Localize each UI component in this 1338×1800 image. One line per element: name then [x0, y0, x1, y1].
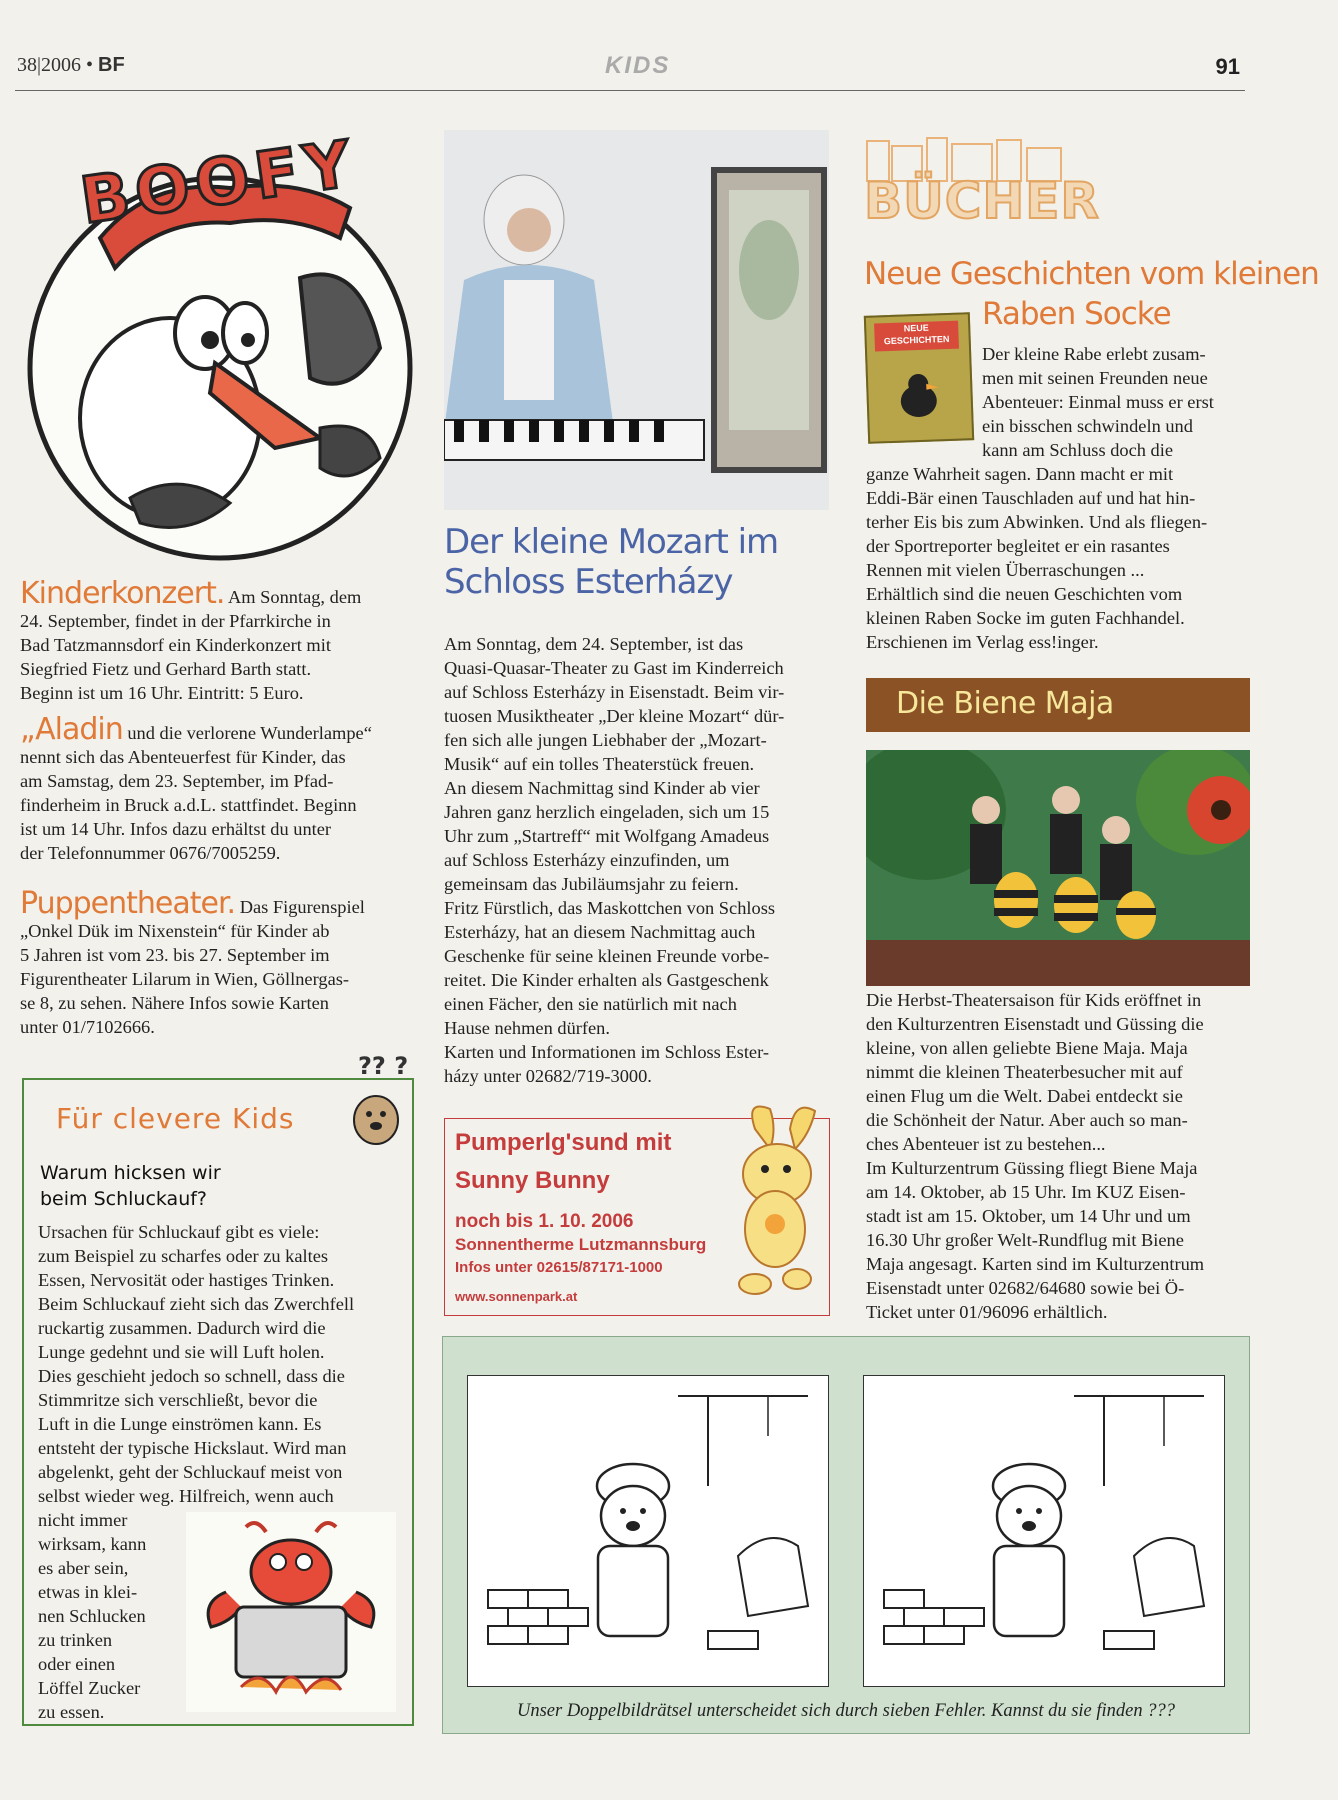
clever-line: Essen, Nervosität oder hastiges Trinken.: [38, 1270, 335, 1290]
sunny-bunny-ad[interactable]: [444, 1118, 830, 1316]
raben-socke-title-1: Neue Geschichten vom kleinen: [864, 256, 1319, 292]
biene-maja-article: [866, 988, 1256, 1324]
raben-line: der Sportreporter begleitet er ein rasantes: [866, 536, 1170, 556]
bear-builder-drawing-left: [468, 1376, 828, 1686]
ad-phone: Infos unter 02615/87171-1000: [455, 1259, 663, 1276]
clever-kids-title: Für clevere Kids: [56, 1102, 295, 1135]
aladin-line: finderheim in Bruck a.d.L. stattfindet. Beginn: [20, 795, 357, 815]
mozart-line: auf Schloss Esterházy einzufinden, um: [444, 850, 730, 870]
boofy-logo: [20, 118, 420, 568]
puzzle-image-right[interactable]: [863, 1375, 1225, 1687]
biene-maja-title: Die Biene Maja: [896, 686, 1114, 721]
kinderkonzert-line: Siegfried Fietz und Gerhard Barth statt.: [20, 659, 312, 679]
biene-maja-stage-image: [866, 750, 1250, 986]
raben-line: Abenteuer: Einmal muss er erst: [982, 392, 1214, 412]
mozart-line: fen sich alle jungen Liebhaber der „Mozart-: [444, 730, 767, 750]
raben-line: Eddi-Bär einen Tauschladen auf und hat hin-: [866, 488, 1196, 508]
raben-line: Rennen mit vielen Überraschungen ...: [866, 560, 1145, 580]
puppentheater-line: Figurentheater Lilarum in Wien, Göllnergas-: [20, 969, 350, 989]
puppentheater-line: „Onkel Dük im Nixenstein“ für Kinder ab: [20, 921, 330, 941]
mozart-line: Musik“ auf ein tolles Theaterstück freuen.: [444, 754, 755, 774]
raben-line: ganze Wahrheit sagen. Dann macht er mit: [866, 464, 1174, 484]
puppentheater-line: Das Figurenspiel: [239, 897, 365, 917]
aladin-title: „Aladin: [20, 712, 123, 747]
maja-line: Ticket unter 01/96096 erhältlich.: [866, 1302, 1108, 1322]
mozart-line: Jahren ganz herzlich eingeladen, sich um 15: [444, 802, 770, 822]
raben-line: Erschienen im Verlag ess!inger.: [866, 632, 1099, 652]
clever-line: wirksam, kann: [38, 1534, 147, 1554]
book-cover-text: GESCHICHTEN: [883, 333, 950, 347]
kinderkonzert-line: Am Sonntag, dem: [227, 587, 362, 607]
aladin-line: nennt sich das Abenteuerfest für Kinder, das: [20, 747, 346, 767]
question-line: beim Schluckauf?: [40, 1188, 208, 1210]
raben-line: terher Eis bis zum Abwinken. Und als fliegen-: [866, 512, 1208, 532]
question-line: Warum hicksen wir: [40, 1162, 221, 1184]
clever-line: selbst wieder weg. Hilfreich, wenn auch: [38, 1486, 334, 1506]
maja-line: den Kulturzentren Eisenstadt und Güssing die: [866, 1014, 1204, 1034]
puppentheater-title: Puppentheater.: [20, 886, 236, 921]
raben-socke-title-2: Raben Socke: [982, 296, 1171, 332]
kinderkonzert-line: Beginn ist um 16 Uhr. Eintritt: 5 Euro.: [20, 683, 304, 703]
mozart-line: házy unter 02682/719-3000.: [444, 1066, 652, 1086]
mozart-stage-image: [444, 130, 829, 510]
clever-line: Stimmritze sich verschließt, bevor die: [38, 1390, 318, 1410]
raben-socke-book-cover: [864, 312, 974, 444]
maja-line: Maja angesagt. Karten sind im Kulturzentrum: [866, 1254, 1205, 1274]
mole-thinking-icon: [346, 1080, 406, 1150]
clever-line: Löffel Zucker: [38, 1678, 141, 1698]
ad-headline-1: Pumperlg'sund mit: [455, 1129, 672, 1156]
maja-line: 16.30 Uhr großer Welt-Rundflug mit Biene: [866, 1230, 1184, 1250]
puzzle-image-left[interactable]: [467, 1375, 829, 1687]
aladin-line: und die verlorene Wunderlampe“: [127, 723, 372, 743]
aladin-line: ist um 14 Uhr. Infos dazu erhältst du unter: [20, 819, 332, 839]
mozart-title-line: Der kleine Mozart im: [444, 522, 779, 562]
mozart-line: tuosen Musiktheater „Der kleine Mozart“ dür-: [444, 706, 785, 726]
kinderkonzert-line: 24. September, findet in der Pfarrkirche in: [20, 611, 331, 631]
mozart-line: Fritz Fürstlich, das Maskottchen von Schloss: [444, 898, 776, 918]
mozart-title-line: Schloss Esterházy: [444, 562, 733, 602]
brand-label: BF: [98, 54, 125, 76]
maja-line: Im Kulturzentrum Güssing fliegt Biene Maja: [866, 1158, 1198, 1178]
raven-icon: [888, 365, 950, 427]
puzzle-caption: Unser Doppelbildrätsel unterscheidet sich durch sieben Fehler. Kannst du sie finden ???: [516, 1701, 1176, 1721]
buecher-logo: [862, 136, 1100, 246]
raben-line: kleinen Raben Socke im guten Fachhandel.: [866, 608, 1185, 628]
page-header: [15, 40, 1245, 91]
clever-line: zu trinken: [38, 1630, 113, 1650]
issue-label: 38|2006 • BF: [17, 54, 125, 76]
puppentheater-article: [20, 886, 416, 1039]
kinderkonzert-line: Bad Tatzmannsdorf ein Kinderkonzert mit: [20, 635, 331, 655]
mozart-line: Hause nehmen dürfen.: [444, 1018, 610, 1038]
clever-line: Ursachen für Schluckauf gibt es viele:: [38, 1222, 320, 1242]
mozart-line: einen Fächer, den sie natürlich mit nach: [444, 994, 737, 1014]
raben-line: ein bisschen schwindeln und: [982, 416, 1193, 436]
puppentheater-line: 5 Jahren ist vom 23. bis 27. September im: [20, 945, 330, 965]
raben-socke-article: [982, 342, 1252, 462]
mozart-line: Quasi-Quasar-Theater zu Gast im Kinderreich: [444, 658, 784, 678]
clever-line: zu essen.: [38, 1702, 105, 1722]
maja-line: Die Herbst-Theatersaison für Kids eröffnet in: [866, 990, 1202, 1010]
spot-the-difference-puzzle: [442, 1336, 1250, 1734]
clever-line: ruckartig zusammen. Dadurch wird die: [38, 1318, 326, 1338]
mozart-line: Karten und Informationen im Schloss Ester-: [444, 1042, 769, 1062]
clever-line: Lunge gedehnt und sie will Luft holen.: [38, 1342, 325, 1362]
clever-line: etwas in klei-: [38, 1582, 138, 1602]
aladin-line: der Telefonnummer 0676/7005259.: [20, 843, 281, 863]
maja-line: Eisenstadt unter 02682/64680 sowie bei Ö-: [866, 1278, 1185, 1298]
puppentheater-line: unter 01/7102666.: [20, 1017, 155, 1037]
mozart-line: Esterházy, hat an diesem Nachmittag auch: [444, 922, 756, 942]
raben-line: men mit seinen Freunden neue: [982, 368, 1208, 388]
piano-keys: [454, 420, 664, 442]
maja-line: nimmt die kleinen Theaterbesucher mit auf: [866, 1062, 1183, 1082]
maja-line: kleine, von allen geliebte Biene Maja. Maja: [866, 1038, 1188, 1058]
raben-socke-article-cont: [866, 462, 1252, 654]
mozart-line: reitet. Die Kinder erhalten als Gastgeschenk: [444, 970, 769, 990]
puppentheater-line: se 8, zu sehen. Nähere Infos sowie Karten: [20, 993, 329, 1013]
maja-line: stadt ist am 15. Oktober, um 14 Uhr und um: [866, 1206, 1191, 1226]
mozart-article: [444, 632, 834, 1088]
book-cover-text: NEUE: [903, 322, 929, 334]
clever-line: abgelenkt, geht der Schluckauf meist von: [38, 1462, 343, 1482]
raben-line: Erhältlich sind die neuen Geschichten vom: [866, 584, 1183, 604]
clever-line: nicht immer: [38, 1510, 128, 1530]
clever-line: es aber sein,: [38, 1558, 129, 1578]
raben-line: Der kleine Rabe erlebt zusam-: [982, 344, 1206, 364]
ad-location: Sonnentherme Lutzmannsburg: [455, 1235, 707, 1254]
buecher-logo-text: BÜCHER: [864, 172, 1100, 230]
mozart-line: Am Sonntag, dem 24. September, ist das: [444, 634, 744, 654]
kinderkonzert-article: [20, 576, 416, 705]
bunny-mascot-illustration: [715, 1099, 835, 1309]
ad-website-link[interactable]: www.sonnenpark.at: [455, 1289, 578, 1304]
clever-kids-question: [40, 1160, 221, 1212]
aladin-article: [20, 712, 416, 865]
clever-line: zum Beispiel zu scharfes oder zu kaltes: [38, 1246, 329, 1266]
bear-builder-drawing-right: [864, 1376, 1224, 1686]
biene-maja-title-bar: [866, 678, 1250, 732]
clever-line: Dies geschieht jedoch so schnell, dass die: [38, 1366, 345, 1386]
kinderkonzert-title: Kinderkonzert.: [20, 576, 225, 611]
section-title: KIDS: [605, 52, 671, 79]
lobster-pot-illustration: [186, 1512, 396, 1712]
ad-headline-2: Sunny Bunny: [455, 1167, 610, 1194]
clever-line: entsteht der typische Hickslaut. Wird man: [38, 1438, 347, 1458]
clever-line: Luft in die Lunge einströmen kann. Es: [38, 1414, 322, 1434]
mozart-title: [444, 522, 834, 602]
boofy-logo-text: BOOFY: [76, 127, 362, 239]
biene-maja-photo: [866, 750, 1250, 986]
ad-date: noch bis 1. 10. 2006: [455, 1211, 634, 1232]
clever-line: Beim Schluckauf zieht sich das Zwerchfell: [38, 1294, 355, 1314]
question-marks-deco: ?? ?: [358, 1052, 409, 1080]
mozart-line: Geschenke für seine kleinen Freunde vorbe-: [444, 946, 770, 966]
mozart-line: auf Schloss Esterházy in Eisenstadt. Beim vir-: [444, 682, 785, 702]
mozart-line: Uhr zum „Startreff“ mit Wolfgang Amadeus: [444, 826, 770, 846]
maja-line: die Schönheit der Natur. Aber auch so man-: [866, 1110, 1188, 1130]
aladin-line: am Samstag, dem 23. September, im Pfad-: [20, 771, 334, 791]
clever-line: nen Schlucken: [38, 1606, 146, 1626]
mozart-photo: [444, 130, 829, 510]
page-number: 91: [1215, 54, 1240, 79]
maja-line: einen Flug um die Welt. Dabei entdeckt sie: [866, 1086, 1183, 1106]
maja-line: ches Abenteuer ist zu bestehen...: [866, 1134, 1106, 1154]
mozart-line: gemeinsam das Jubiläumsjahr zu feiern.: [444, 874, 739, 894]
mozart-line: An diesem Nachmittag sind Kinder ab vier: [444, 778, 760, 798]
maja-line: am 14. Oktober, ab 15 Uhr. Im KUZ Eisen-: [866, 1182, 1186, 1202]
clever-kids-box: [22, 1052, 414, 1726]
clever-line: oder einen: [38, 1654, 116, 1674]
raben-line: kann am Schluss doch die: [982, 440, 1174, 460]
